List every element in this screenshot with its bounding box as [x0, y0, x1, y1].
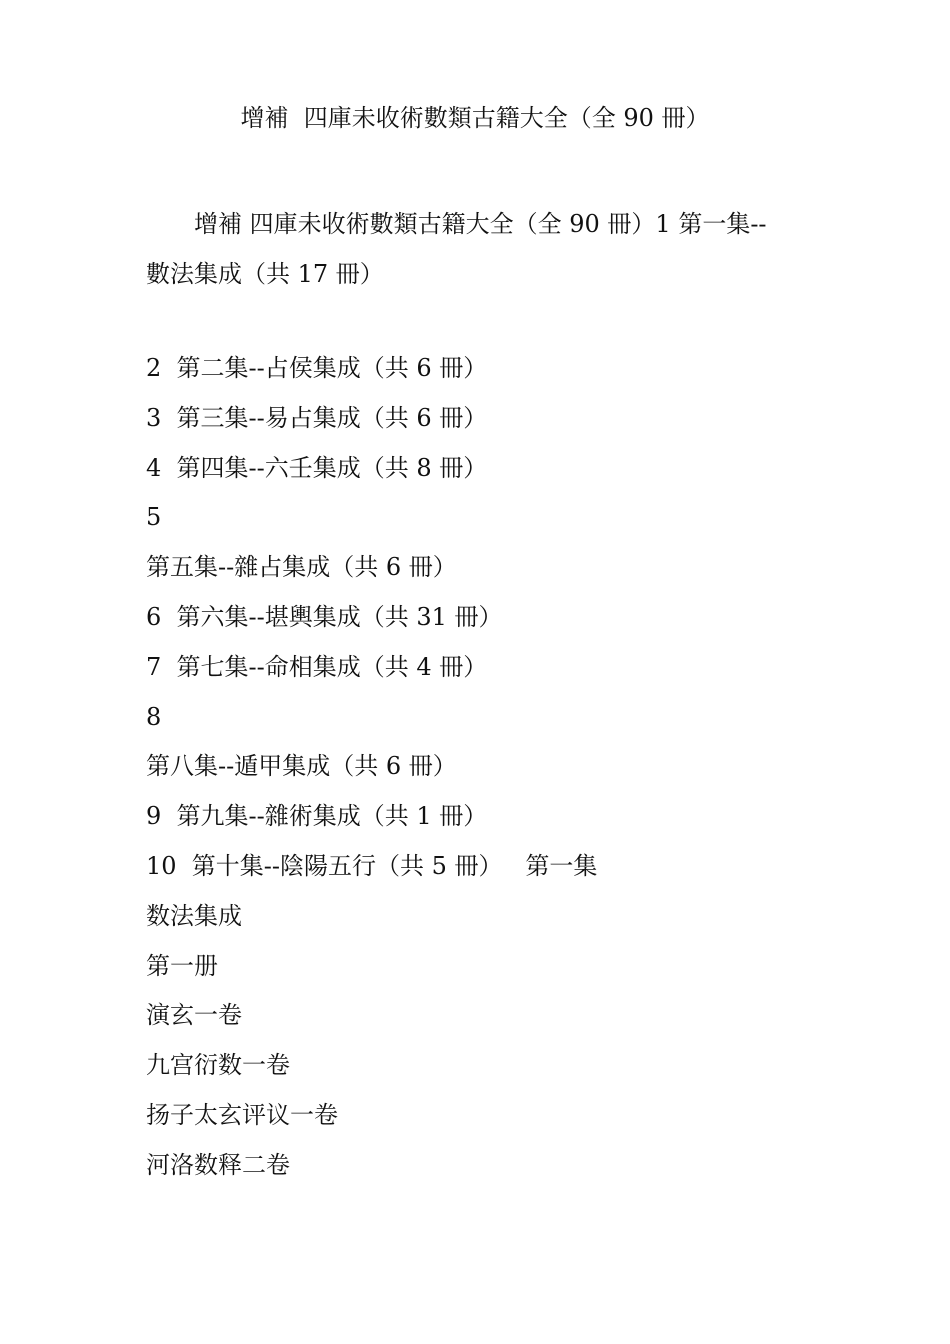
list-item: 第八集--遁甲集成（共 6 冊）: [146, 752, 457, 781]
list-item: 8: [146, 702, 162, 731]
document-title: 增補 四庫未收術數類古籍大全（全 90 冊）: [240, 104, 710, 132]
list-item: 2 第二集--占侯集成（共 6 冊）: [146, 354, 488, 382]
list-item: 7 第七集--命相集成（共 4 冊）: [146, 652, 488, 681]
list-item: 九宫衍数一卷: [146, 1051, 290, 1080]
intro-paragraph: [146, 199, 810, 299]
list-item: 9 第九集--雜術集成（共 1 冊）: [146, 802, 488, 831]
list-item: 第五集--雜占集成（共 6 冊）: [146, 553, 457, 582]
list-item: 10 第十集--陰陽五行（共 5 冊） 第一集: [146, 851, 598, 880]
list-item: 第一册: [146, 951, 218, 980]
list-item: 6 第六集--堪輿集成（共 31 冊）: [146, 602, 503, 631]
list-item: 扬子太玄评议一卷: [146, 1100, 338, 1129]
collection-list: [146, 344, 810, 1191]
list-item: 3 第三集--易占集成（共 6 冊）: [146, 403, 488, 432]
list-item: 4 第四集--六壬集成（共 8 冊）: [146, 453, 488, 482]
list-item: 演玄一卷: [146, 1001, 242, 1030]
list-item: 数法集成: [146, 901, 242, 930]
intro-line-1: 增補 四庫未收術數類古籍大全（全 90 冊）1 第一集--: [194, 210, 767, 238]
list-item: 5: [146, 503, 162, 532]
list-item: 河洛数释二卷: [146, 1150, 290, 1179]
intro-line-2: 數法集成（共 17 冊）: [146, 260, 384, 288]
